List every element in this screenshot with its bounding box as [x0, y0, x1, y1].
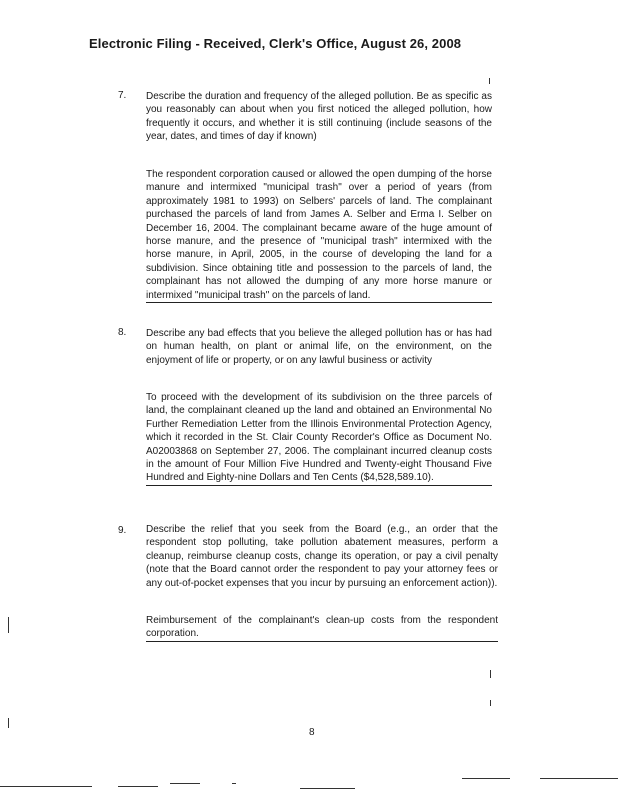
item-9-question — [146, 523, 498, 590]
item-7-question — [146, 90, 492, 144]
scan-mark — [490, 700, 491, 706]
item-9-number: 9. — [118, 525, 127, 536]
item-7-number: 7. — [118, 90, 127, 101]
item-8-question — [146, 327, 492, 367]
item-8-number: 8. — [118, 327, 127, 338]
item-7-answer — [146, 168, 492, 303]
item-7-question-text: Describe the duration and frequency of the alleged pollution. Be as specific as you reasonably can about when you first noticed the alleged pollution, how frequently it occurs, and whether it is still continuing (include seasons of the year, dates, and times of day if known) — [146, 91, 492, 143]
scan-mark — [300, 788, 355, 789]
scan-mark — [540, 778, 618, 779]
scan-mark — [118, 786, 158, 787]
scan-mark — [170, 783, 200, 784]
item-8-answer-text: To proceed with the development of its subdivision on the three parcels of land, the complainant cleaned up the land and obtained an Environmental No Further Remediation Letter from the Illinois Environmental Protection Agency, which it recorded in the St. Clair County Recorder's Office as Document No. A02003868 on September 27, 2006. The complainant incurred cleanup costs in the amount of Four Million Five Hundred and Twenty-eight Thousand Five Hundred and Eighty-nine Dollars and Ten Cents ($4,528,589.10). — [146, 391, 492, 486]
item-9-answer — [146, 614, 498, 642]
scan-mark — [232, 783, 236, 784]
scan-mark — [490, 670, 491, 678]
item-7-answer-text: The respondent corporation caused or allowed the open dumping of the horse manure and intermixed "municipal trash" over a period of years (from approximately 1981 to 1993) on Selbers' parcels of land. The complainant purchased the parcels of land from James A. Selber and Erma I. Selber on December 16, 2004. The complainant became aware of the huge amount of horse manure, and the presence of "municipal trash" intermixed with the horse manure, in April, 2005, in the course of developing the land for a subdivision. Since obtaining title and possession to the parcels of land, the complainant has not allowed the dumping of any more horse manure or intermixed "municipal trash" on the parcels of land. — [146, 168, 492, 303]
scan-mark — [462, 778, 510, 779]
item-8-question-text: Describe any bad effects that you believe the alleged pollution has or has had on human health, on plant or animal life, on the environment, on the enjoyment of life or property, or on any lawful business or activity — [146, 328, 492, 366]
filing-header: Electronic Filing - Received, Clerk's Office, August 26, 2008 — [89, 36, 462, 51]
scan-mark — [489, 78, 490, 84]
page-number: 8 — [309, 727, 315, 738]
item-9-answer-text: Reimbursement of the complainant's clean-up costs from the respondent corporation. — [146, 614, 498, 642]
scan-mark — [0, 786, 92, 787]
scan-mark — [8, 718, 9, 728]
item-8-answer — [146, 391, 492, 486]
scan-mark — [8, 617, 9, 633]
item-9-question-text: Describe the relief that you seek from the Board (e.g., an order that the respondent stop polluting, take pollution abatement measures, perform a cleanup, reimburse cleanup costs, change its operation, or pay a civil penalty (note that the Board cannot order the respondent to pay your attorney fees or any out-of-pocket expenses that you incur by pursuing an enforcement action)). — [146, 524, 498, 589]
